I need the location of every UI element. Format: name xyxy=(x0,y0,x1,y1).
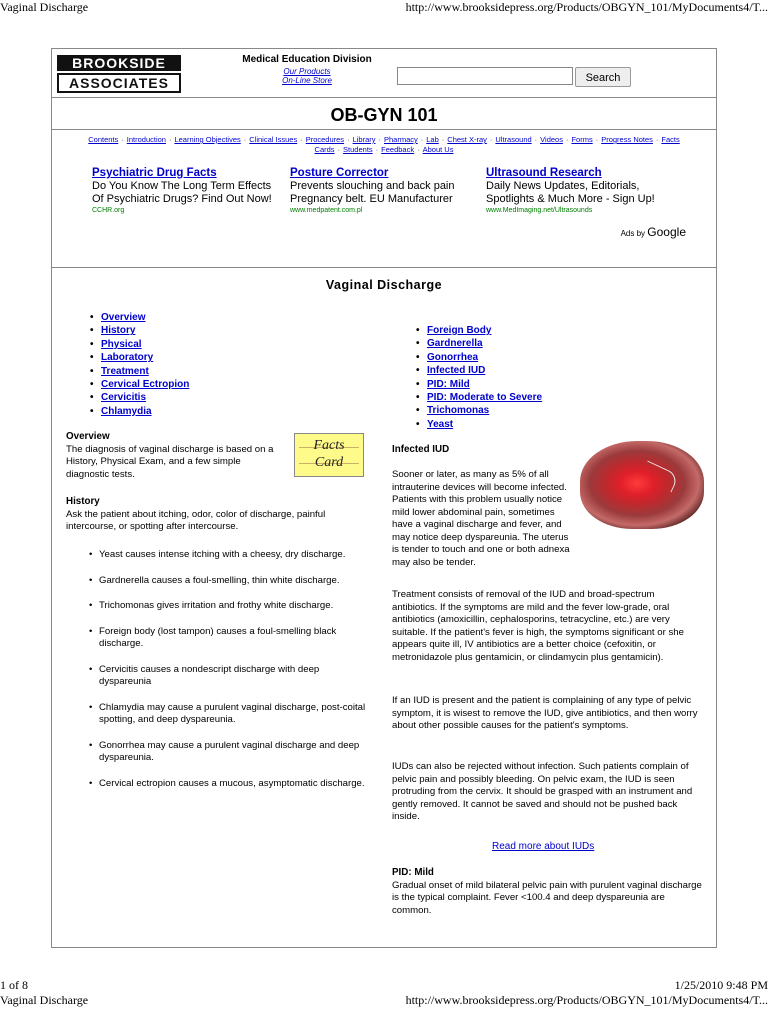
toc-item[interactable] xyxy=(414,337,542,350)
section-title: Vaginal Discharge xyxy=(325,278,443,292)
history-bullet: • Cervicitis causes a nondescript discharge with deep dyspareunia xyxy=(88,664,373,689)
nav-item-contents[interactable]: Contents xyxy=(88,135,119,144)
facts-card-line2: Card xyxy=(314,455,344,470)
toc-item[interactable] xyxy=(88,311,189,324)
toc-link-pid-moderate-to-severe[interactable]: PID: Moderate to Severe xyxy=(427,392,543,404)
divider xyxy=(52,267,716,268)
nav-item-lab[interactable]: Lab xyxy=(426,135,439,144)
ad-1[interactable] xyxy=(92,167,282,216)
pid-heading: PID: Mild xyxy=(392,867,434,878)
toc-link-foreign-body[interactable]: Foreign Body xyxy=(427,325,492,336)
nav-item-pharmacy[interactable]: Pharmacy xyxy=(384,135,418,144)
iud-remove xyxy=(392,695,702,733)
toc-link-chlamydia[interactable]: Chlamydia xyxy=(101,405,152,417)
nav-separator: · xyxy=(337,145,341,154)
history-bullet: • Chlamydia may cause a purulent vaginal discharge, post-coital spotting, and deep dyspareunia. xyxy=(88,702,373,727)
print-header-2-url: http://www.brooksidepress.org/Products/OBGYN_101/MyDocuments4/T... xyxy=(405,993,768,1007)
division-title: Medical Education Division xyxy=(242,54,372,65)
iud-p3: If an IUD is present and the patient is complaining of any type of pelvic symptom, it is wisest to remove the IUD, give antibiotics, and then worry about other possible causes for the patient's symptoms. xyxy=(392,695,698,731)
toc-item[interactable] xyxy=(414,418,542,431)
ad-3[interactable] xyxy=(486,167,676,216)
toc-link-gardnerella[interactable]: Gardnerella xyxy=(427,338,483,350)
toc-item[interactable] xyxy=(414,391,542,404)
facts-card-button[interactable] xyxy=(294,433,364,477)
ad-3-title[interactable]: Ultrasound Research xyxy=(486,167,602,179)
toc-link-infected-iud[interactable]: Infected IUD xyxy=(427,365,486,377)
iud-heading: Infected IUD xyxy=(392,444,450,455)
history-bullet: • Foreign body (lost tampon) causes a foul-smelling black discharge. xyxy=(88,626,373,651)
toc-link-cervicitis[interactable]: Cervicitis xyxy=(101,392,147,404)
iud-treatment xyxy=(392,589,702,664)
toc-item[interactable] xyxy=(88,391,189,404)
history-bullet: • Gonorrhea may cause a purulent vaginal discharge and deep dyspareunia. xyxy=(88,740,373,765)
nav-item-videos[interactable]: Videos xyxy=(540,135,563,144)
toc-link-overview[interactable]: Overview xyxy=(101,312,146,323)
nav-item-feedback[interactable]: Feedback xyxy=(381,145,415,154)
nav-separator: · xyxy=(441,135,445,144)
brookside-logo[interactable] xyxy=(57,55,181,91)
logo-line2: ASSOCIATES xyxy=(57,73,181,93)
history-bullet: • Cervical ectropion causes a mucous, asymptomatic discharge. xyxy=(88,778,373,791)
nav-separator: · xyxy=(168,135,172,144)
toc-link-trichomonas[interactable]: Trichomonas xyxy=(427,405,490,417)
print-datetime: 1/25/2010 9:48 PM xyxy=(674,978,768,992)
nav-separator: · xyxy=(534,135,538,144)
toc-item[interactable] xyxy=(88,351,189,364)
read-more-iud-link[interactable]: Read more about IUDs xyxy=(492,841,595,852)
nav-separator: · xyxy=(417,145,420,154)
nav-item-progress-notes[interactable]: Progress Notes xyxy=(601,135,653,144)
nav-item-forms[interactable]: Forms xyxy=(571,135,593,144)
toc-link-gonorrhea[interactable]: Gonorrhea xyxy=(427,351,479,363)
nav-separator: · xyxy=(565,135,569,144)
nav-item-ultrasound[interactable]: Ultrasound xyxy=(495,135,532,144)
overview-text: The diagnosis of vaginal discharge is based on a History, Physical Exam, and a few simple diagnostic tests. xyxy=(66,443,274,480)
nav-item-chest-x-ray[interactable]: Chest X-ray xyxy=(447,135,487,144)
nav-item-learning-objectives[interactable]: Learning Objectives xyxy=(174,135,241,144)
nav-separator: · xyxy=(121,135,124,144)
nav-separator: · xyxy=(420,135,424,144)
print-page-number: 1 of 8 xyxy=(0,978,28,992)
toc-item[interactable] xyxy=(88,405,189,418)
ad-2[interactable] xyxy=(290,167,480,216)
nav-item-library[interactable]: Library xyxy=(352,135,376,144)
nav-item-students[interactable]: Students xyxy=(343,145,373,154)
iud-p4: IUDs can also be rejected without infection. Such patients complain of pelvic pain and possibly bleeding. On pelvic exam, the IUD is seen protruding from the cervix. It should be grasped with an instrument and gently removed. It cannot be saved and should not be pushed back inside. xyxy=(392,761,693,822)
history-heading: History xyxy=(66,496,100,507)
iud-section xyxy=(392,469,702,569)
iud-reject xyxy=(392,761,702,824)
toc-item[interactable] xyxy=(414,351,542,364)
ad-3-url[interactable]: www.MedImaging.net/Ultrasounds xyxy=(486,207,593,214)
ad-2-url[interactable]: www.medpatent.com.pl xyxy=(290,207,363,214)
divider xyxy=(52,97,716,98)
nav-item-procedures[interactable]: Procedures xyxy=(305,135,345,144)
nav-item-clinical-issues[interactable]: Clinical Issues xyxy=(249,135,298,144)
toc-link-laboratory[interactable]: Laboratory xyxy=(101,352,154,364)
toc-link-treatment[interactable]: Treatment xyxy=(101,365,149,377)
nav-separator: · xyxy=(243,135,247,144)
nav-item-facts-cards[interactable]: Facts Cards xyxy=(314,135,680,154)
toc-item[interactable] xyxy=(88,324,189,337)
toc-link-cervical-ectropion[interactable]: Cervical Ectropion xyxy=(101,379,190,391)
toc-link-yeast[interactable]: Yeast xyxy=(427,418,454,430)
page-frame xyxy=(51,48,717,948)
nav-separator: · xyxy=(347,135,350,144)
toc-left xyxy=(88,311,189,418)
nav-item-introduction[interactable]: Introduction xyxy=(126,135,166,144)
print-header-url: http://www.brooksidepress.org/Products/OBGYN_101/MyDocuments4/T... xyxy=(405,0,768,14)
online-store-link[interactable]: On-Line Store xyxy=(282,76,332,85)
print-header-title: Vaginal Discharge xyxy=(0,0,89,14)
iud-p1: Sooner or later, as many as 5% of all intrauterine devices will become infected. Patients with this problem usually notice mild lower abdominal pain, sometimes have a vaginal discharge and fever, and may notice deep dyspareunia. The uterus is tender to touch and one or both adnexa may also be tender. xyxy=(392,469,570,568)
header-links xyxy=(192,67,422,85)
divider xyxy=(52,129,716,130)
iud-p2: Treatment consists of removal of the IUD and broad-spectrum antibiotics. If the symptoms are mild and the fever low-grade, oral antibiotics (amoxicillin, cephalosporins, tetracycline, etc.) are very suitable. If the patient's fever is high, the symptoms significant or she appears quite ill, IV antibiotics are a better choice (cefoxitin, or metronidazole plus gentamicin, or clindamycin plus gentamicin). xyxy=(392,589,684,663)
print-header-2-title: Vaginal Discharge xyxy=(0,993,89,1007)
print-header xyxy=(0,0,768,14)
nav-separator: · xyxy=(300,135,303,144)
facts-card-line1: Facts xyxy=(313,438,345,453)
history-bullet: • Gardnerella causes a foul-smelling, thin white discharge. xyxy=(88,575,373,588)
logo-line1: BROOKSIDE xyxy=(57,55,181,71)
ad-1-url[interactable]: CCHR.org xyxy=(92,207,125,214)
overview-heading: Overview xyxy=(66,431,110,442)
history-bullets xyxy=(88,549,373,803)
nav-separator: · xyxy=(378,135,381,144)
toc-item[interactable] xyxy=(88,365,189,378)
history-bullet: • Yeast causes intense itching with a cheesy, dry discharge. xyxy=(88,549,373,562)
ad-1-title[interactable]: Psychiatric Drug Facts xyxy=(92,167,217,179)
history-bullet: • Trichomonas gives irritation and frothy white discharge. xyxy=(88,600,373,613)
nav-separator: · xyxy=(655,135,659,144)
nav-separator: · xyxy=(595,135,599,144)
search-input[interactable] xyxy=(397,67,573,85)
our-products-link[interactable]: Our Products xyxy=(283,67,331,76)
pid-mild-section xyxy=(392,867,702,917)
toc-item[interactable] xyxy=(88,338,189,351)
iud-heading-wrap xyxy=(392,444,572,457)
toc-right xyxy=(414,324,542,431)
history-text: Ask the patient about itching, odor, color of discharge, painful intercourse, or spotting after intercourse. xyxy=(66,508,326,532)
history-section xyxy=(66,496,366,534)
toc-item[interactable] xyxy=(414,364,542,377)
site-title: OB-GYN 101 xyxy=(330,105,438,125)
toc-item[interactable] xyxy=(88,378,189,391)
nav-separator: · xyxy=(489,135,493,144)
ad-3-body: Daily News Updates, Editorials, Spotlights & Much More - Sign Up! xyxy=(486,180,655,205)
toc-item[interactable] xyxy=(414,378,542,391)
ads-by-google[interactable] xyxy=(621,225,686,239)
toc-link-history[interactable]: History xyxy=(101,325,136,337)
ads-by-prefix: Ads by xyxy=(620,229,646,238)
toc-link-physical[interactable]: Physical xyxy=(101,338,142,350)
toc-item[interactable] xyxy=(414,404,542,417)
nav-item-about-us[interactable]: About Us xyxy=(422,145,454,154)
toc-link-pid-mild[interactable]: PID: Mild xyxy=(427,378,470,390)
ad-2-body: Prevents slouching and back pain Pregnancy belt. EU Manufacturer xyxy=(290,180,455,205)
nav-separator: · xyxy=(375,145,379,154)
ads-by-brand: Google xyxy=(647,225,686,239)
iud-p1-start xyxy=(392,469,576,569)
ad-2-title[interactable]: Posture Corrector xyxy=(290,167,389,179)
toc-item[interactable] xyxy=(414,324,542,337)
overview-section xyxy=(66,431,286,481)
print-header-2 xyxy=(0,993,768,1007)
nav-bar xyxy=(58,135,710,155)
search-button[interactable]: Search xyxy=(575,67,631,87)
ad-1-body: Do You Know The Long Term Effects Of Psychiatric Drugs? Find Out Now! xyxy=(92,180,272,205)
pid-text: Gradual onset of mild bilateral pelvic pain with purulent vaginal discharge is the typical complaint. Fever <100.4 and deep dyspareunia are common. xyxy=(392,879,702,916)
print-footer xyxy=(0,978,768,992)
